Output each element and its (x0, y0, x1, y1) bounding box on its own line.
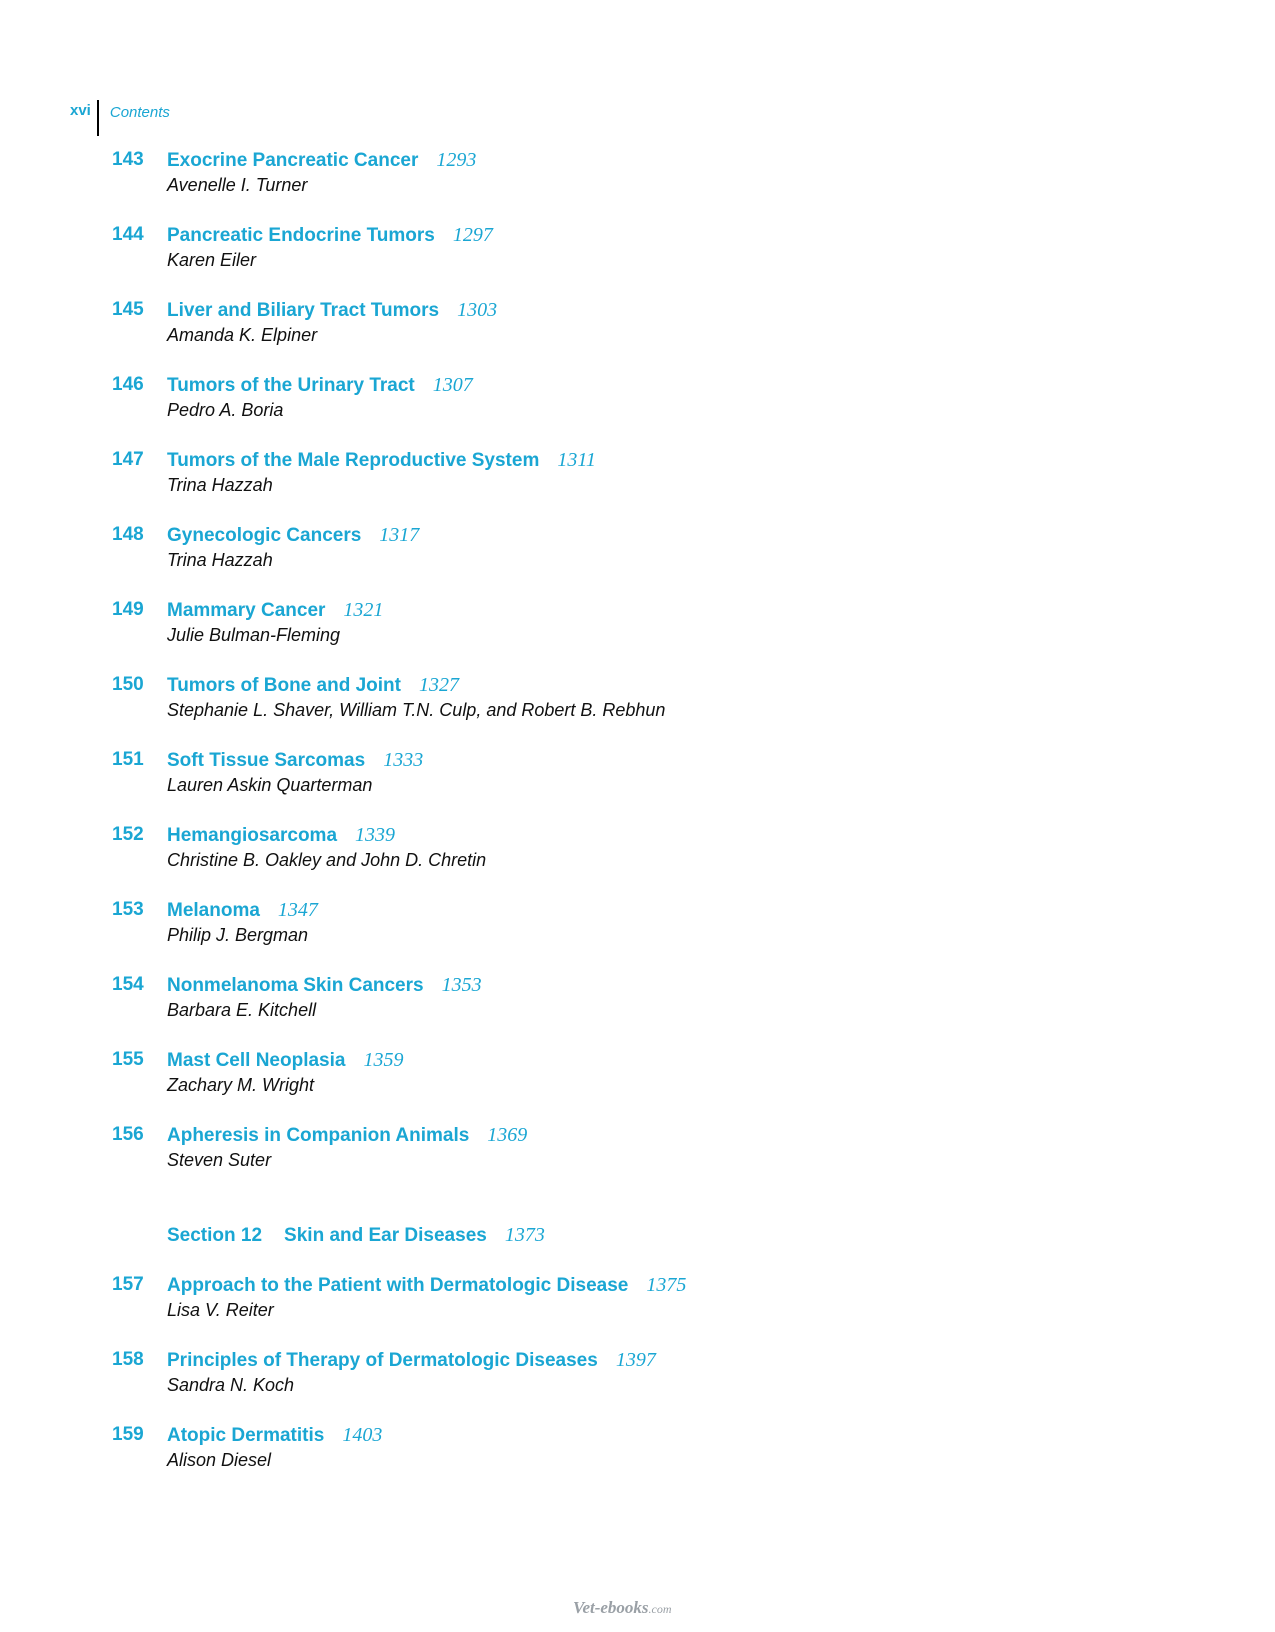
chapter-title[interactable]: Pancreatic Endocrine Tumors (167, 225, 435, 246)
chapter-page-number: 1327 (418, 674, 459, 696)
chapter-author: Avenelle I. Turner (167, 175, 308, 195)
toc-entry[interactable] (112, 148, 1212, 223)
chapter-author: Philip J. Bergman (167, 925, 309, 945)
toc-entry[interactable] (112, 523, 1212, 598)
chapter-author: Amanda K. Elpiner (167, 325, 318, 345)
chapter-title[interactable]: Gynecologic Cancers (167, 525, 362, 546)
chapter-number: 151 (112, 749, 144, 770)
chapter-page-number: 1353 (441, 974, 482, 996)
chapter-number: 152 (112, 824, 144, 845)
chapter-number: 153 (112, 899, 144, 920)
toc-entry[interactable] (112, 1048, 1212, 1123)
chapter-title[interactable]: Melanoma (167, 900, 260, 921)
chapter-number: 159 (112, 1424, 144, 1445)
chapter-title[interactable]: Tumors of the Urinary Tract (167, 375, 415, 396)
chapter-title-line (167, 973, 482, 999)
toc-entry[interactable] (112, 1348, 1212, 1423)
toc-entry[interactable] (112, 298, 1212, 373)
chapter-author: Karen Eiler (167, 250, 257, 270)
toc-entry[interactable] (112, 1273, 1212, 1348)
chapter-author: Trina Hazzah (167, 475, 273, 495)
chapter-title-line (167, 298, 497, 324)
chapter-author: Steven Suter (167, 1150, 272, 1170)
running-title: Contents (109, 104, 170, 121)
toc-entry[interactable] (112, 1423, 1212, 1498)
toc-entry[interactable] (112, 448, 1212, 523)
chapter-author: Barbara E. Kitchell (167, 1000, 317, 1020)
chapter-author: Stephanie L. Shaver, William T.N. Culp, and Robert B. Rebhun (167, 700, 666, 720)
chapter-title-line (167, 523, 419, 549)
chapter-number: 157 (112, 1274, 144, 1295)
chapter-title-line (167, 1423, 382, 1449)
chapter-author: Sandra N. Koch (167, 1375, 295, 1395)
page-number: xvi (70, 102, 91, 119)
toc-entry[interactable] (112, 598, 1212, 673)
chapter-number: 154 (112, 974, 144, 995)
chapter-title-line (167, 823, 395, 849)
toc-group-b (112, 1273, 1212, 1498)
chapter-title-line (167, 598, 383, 624)
chapter-number: 155 (112, 1049, 144, 1070)
chapter-author: Zachary M. Wright (167, 1075, 315, 1095)
toc-entry[interactable] (112, 898, 1212, 973)
chapter-title[interactable]: Soft Tissue Sarcomas (167, 750, 366, 771)
page-header (70, 100, 170, 136)
chapter-author: Lauren Askin Quarterman (167, 775, 373, 795)
chapter-title[interactable]: Apheresis in Companion Animals (167, 1125, 470, 1146)
chapter-page-number: 1311 (557, 449, 596, 471)
chapter-title-line (167, 223, 493, 249)
chapter-title[interactable]: Tumors of Bone and Joint (167, 675, 401, 696)
chapter-author: Julie Bulman-Fleming (167, 625, 341, 645)
toc-group-a (112, 148, 1212, 1198)
toc-entry[interactable] (112, 1123, 1212, 1198)
table-of-contents (112, 148, 1212, 1498)
toc-entry[interactable] (112, 223, 1212, 298)
section-label: Section 12 (167, 1225, 263, 1246)
chapter-page-number: 1369 (487, 1124, 528, 1146)
chapter-number: 148 (112, 524, 144, 545)
section-name: Skin and Ear Diseases (284, 1225, 487, 1246)
section-heading[interactable] (112, 1223, 1212, 1273)
chapter-title[interactable]: Exocrine Pancreatic Cancer (167, 150, 419, 171)
chapter-title-line (167, 448, 596, 474)
watermark-text: Vet-ebooks (573, 1598, 649, 1617)
chapter-page-number: 1339 (355, 824, 396, 846)
chapter-title[interactable]: Atopic Dermatitis (167, 1425, 325, 1446)
chapter-page-number: 1317 (379, 524, 420, 546)
chapter-page-number: 1297 (452, 224, 493, 246)
toc-entry[interactable] (112, 673, 1212, 748)
chapter-number: 147 (112, 449, 144, 470)
chapter-number: 156 (112, 1124, 144, 1145)
chapter-title[interactable]: Tumors of the Male Reproductive System (167, 450, 540, 471)
chapter-author: Pedro A. Boria (167, 400, 284, 420)
chapter-author: Trina Hazzah (167, 550, 273, 570)
chapter-title-line (167, 1348, 656, 1374)
chapter-page-number: 1403 (342, 1424, 383, 1446)
chapter-title-line (167, 748, 423, 774)
chapter-number: 144 (112, 224, 144, 245)
chapter-title[interactable]: Approach to the Patient with Dermatologic Disease (167, 1275, 629, 1296)
chapter-title-line (167, 1123, 527, 1149)
chapter-author: Lisa V. Reiter (167, 1300, 274, 1320)
chapter-page-number: 1347 (277, 899, 318, 921)
chapter-number: 150 (112, 674, 144, 695)
toc-entry[interactable] (112, 823, 1212, 898)
toc-entry[interactable] (112, 748, 1212, 823)
chapter-page-number: 1375 (646, 1274, 687, 1296)
chapter-page-number: 1303 (457, 299, 498, 321)
toc-entry[interactable] (112, 973, 1212, 1048)
chapter-title[interactable]: Mammary Cancer (167, 600, 326, 621)
chapter-page-number: 1293 (436, 149, 477, 171)
chapter-page-number: 1321 (343, 599, 384, 621)
chapter-title-line (167, 148, 476, 174)
chapter-page-number: 1397 (615, 1349, 656, 1371)
chapter-title[interactable]: Mast Cell Neoplasia (167, 1050, 346, 1071)
chapter-title[interactable]: Hemangiosarcoma (167, 825, 338, 846)
chapter-author: Christine B. Oakley and John D. Chretin (167, 850, 487, 870)
chapter-number: 145 (112, 299, 144, 320)
chapter-title-line (167, 898, 318, 924)
watermark-logo (573, 1598, 672, 1618)
chapter-page-number: 1307 (432, 374, 473, 396)
chapter-page-number: 1333 (383, 749, 424, 771)
chapter-number: 146 (112, 374, 144, 395)
chapter-number: 143 (112, 149, 144, 170)
watermark-suffix: .com (648, 1602, 672, 1616)
chapter-number: 158 (112, 1349, 144, 1370)
chapter-page-number: 1359 (363, 1049, 404, 1071)
chapter-number: 149 (112, 599, 144, 620)
chapter-title-line (167, 373, 473, 399)
chapter-title[interactable]: Principles of Therapy of Dermatologic Diseases (167, 1350, 598, 1371)
chapter-title[interactable]: Liver and Biliary Tract Tumors (167, 300, 440, 321)
chapter-title-line (167, 673, 459, 699)
chapter-title-line (167, 1273, 686, 1299)
toc-entry[interactable] (112, 373, 1212, 448)
chapter-title[interactable]: Nonmelanoma Skin Cancers (167, 975, 424, 996)
chapter-title-line (167, 1048, 403, 1074)
section-page-number: 1373 (504, 1224, 545, 1246)
chapter-author: Alison Diesel (167, 1450, 272, 1470)
